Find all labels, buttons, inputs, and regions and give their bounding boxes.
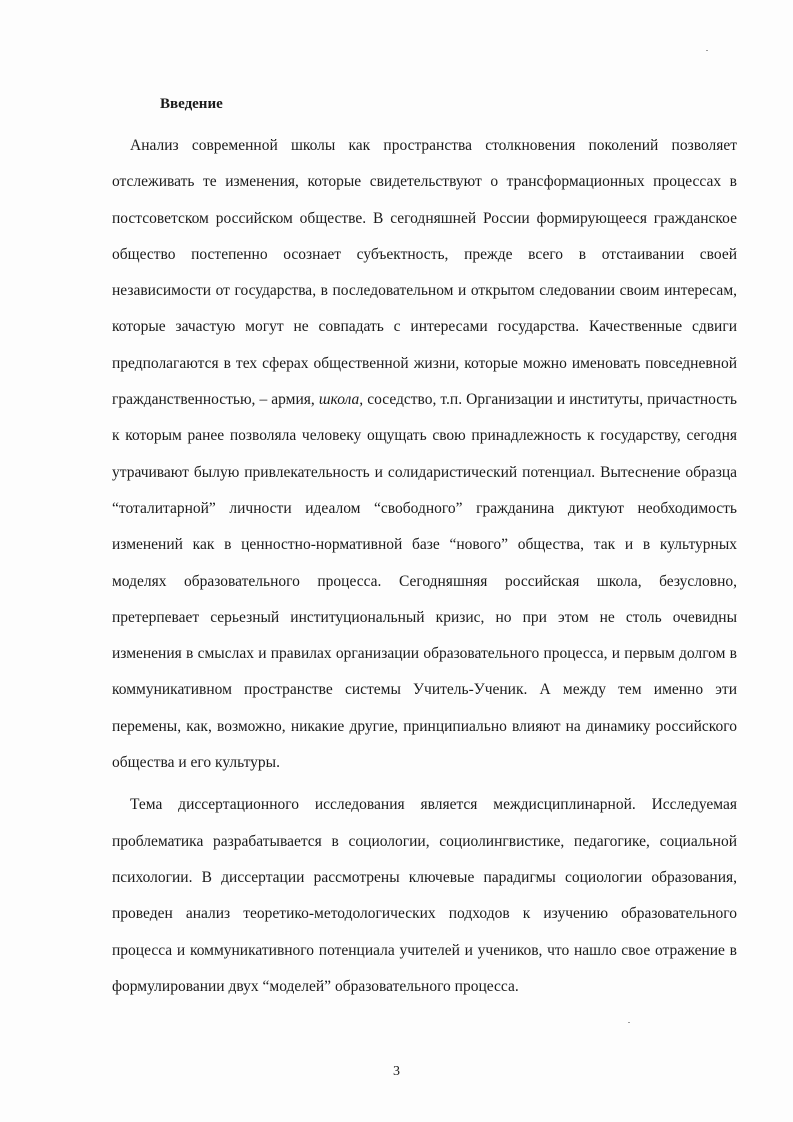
page-number: 3 [393,1064,400,1079]
scan-speck [706,50,708,51]
paragraph-1-text-after: соседство, т.п. Организации и институты, причастность к которым ранее позволяла человеку ощущать свою принадлежность к государству, сегодня утрачивают былую привлекательность и солидаристический потенциал. Вытеснение образца “тоталитарной” личности идеалом “свободного” гражданина диктуют необходимость изменений как в ценностно-нормативной базе “нового” общества, так и в культурных моделях образовательного процесса. Сегодняшняя российская школа, безусловно, претерпевает серьезный институциональный кризис, но при этом не столь очевидны изменения в смыслах и правилах организации образовательного процесса, и первым долгом в коммуникативном пространстве системы Учитель-Ученик. А между тем именно эти перемены, как, возможно, никакие другие, принципиально влияют на динамику российского общества и его культуры. [112,391,737,772]
paragraph-1-text-before: Анализ современной школы как пространства столкновения поколений позволяет отслеживать те изменения, которые свидетельствуют о трансформационных процессах в постсоветском российском обществе. В сегодняшней России формирующееся гражданское общество постепенно осознает субъектность, прежде всего в отстаивании своей независимости от государства, в последовательном и открытом следовании своим интересам, которые зачастую могут не совпадать с интересами государства. Качественные сдвиги предполагаются в тех сферах общественной жизни, которые можно именовать повседневной гражданственностью, – армия, [112,137,737,409]
body-text [112,128,737,1005]
paragraph-1-emphasis: школа, [318,391,364,409]
paragraph-2: Тема диссертационного исследования является междисциплинарной. Исследуемая проблематика разрабатывается в социологии, социолингвистике, педагогике, социальной психологии. В диссертации рассмотрены ключевые парадигмы социологии образования, проведен анализ теоретико-методологических подходов к изучению образовательного процесса и коммуникативного потенциала учителей и учеников, что нашло свое отражение в формулировании двух “моделей” образовательного процесса. [112,796,737,995]
section-heading: Введение [160,96,223,112]
paragraph-1 [112,128,737,781]
scan-speck [628,1022,630,1023]
